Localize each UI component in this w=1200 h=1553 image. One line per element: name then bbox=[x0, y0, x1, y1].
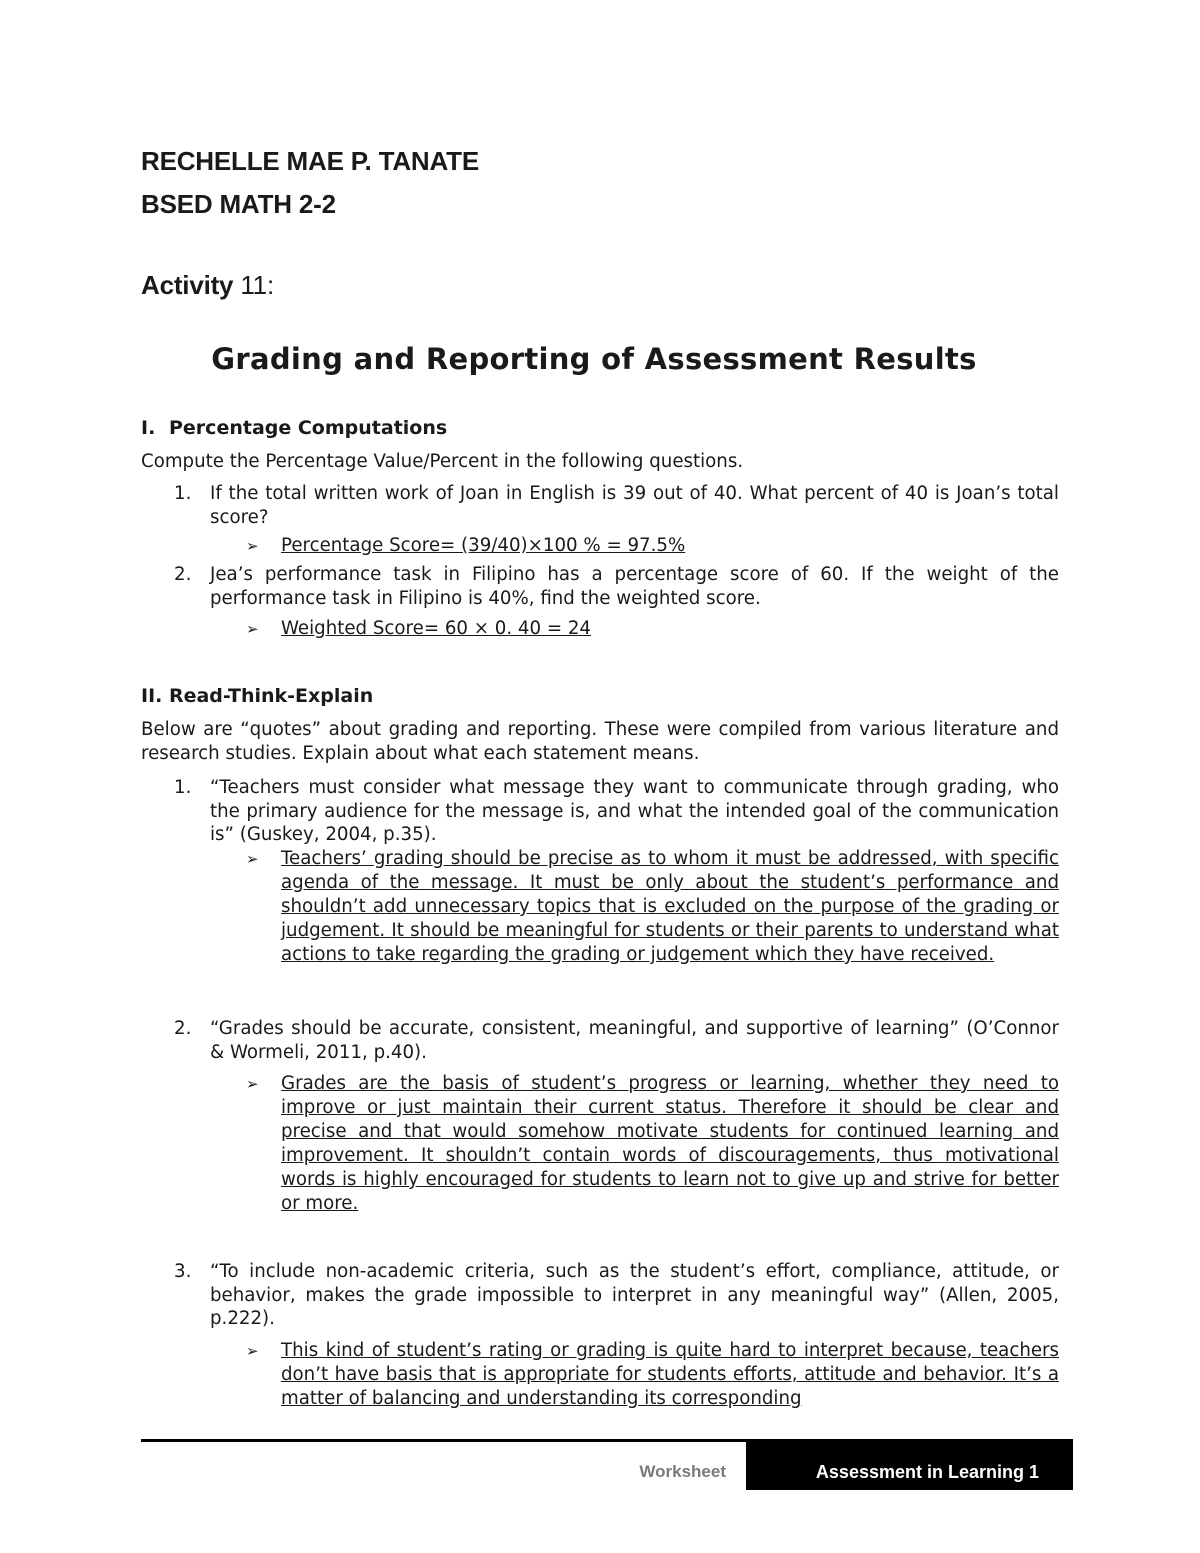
section-2-intro: Below are “quotes” about grading and reporting. These were compiled from various literature and research studies. Explain about what each statement means. bbox=[141, 719, 1059, 764]
page-title: Grading and Reporting of Assessment Results bbox=[211, 342, 977, 376]
list-item bbox=[141, 563, 1059, 610]
footer-left bbox=[141, 1442, 746, 1490]
answer bbox=[246, 847, 1059, 967]
list-item bbox=[141, 776, 1059, 847]
list-item bbox=[141, 482, 1059, 529]
quote-text: “Teachers must consider what message they want to communicate through grading, who the primary audience for the message is, and what the intended goal of the communication is” (Guskey, 2004, p.35). bbox=[210, 777, 1059, 846]
question-text: If the total written work of Joan in English is 39 out of 40. What percent of 40 is Joan’s total score? bbox=[210, 483, 1059, 528]
footer-worksheet-label: Worksheet bbox=[639, 1462, 726, 1481]
answer-text: Grades are the basis of student’s progress or learning, whether they need to improve or just maintain their current status. Therefore it should be clear and precise and that would somehow motivate students for continued learning and improvement. It shouldn’t contain words of discouragements, thus motivational words is highly encouraged for students to learn not to give up and strive for better or more. bbox=[281, 1073, 1059, 1214]
arrowhead-bullet-icon: ➢ bbox=[246, 1075, 259, 1093]
section-1-roman: I. bbox=[141, 417, 156, 439]
answer bbox=[246, 1339, 1059, 1411]
arrowhead-bullet-icon: ➢ bbox=[246, 850, 259, 868]
list-item bbox=[141, 1017, 1059, 1064]
footer-course-label: Assessment in Learning 1 bbox=[815, 1462, 1039, 1482]
arrowhead-bullet-icon: ➢ bbox=[246, 620, 259, 638]
student-name: RECHELLE MAE P. TANATE bbox=[141, 146, 479, 176]
answer-text: This kind of student’s rating or grading is quite hard to interpret because, teachers don’t have basis that is appropriate for students efforts, attitude and behavior. It’s a matter of balancing and understanding its corresponding bbox=[281, 1340, 1059, 1409]
answer-text: Percentage Score= (39/40)×100 % = 97.5% bbox=[281, 535, 686, 556]
activity-heading bbox=[141, 270, 274, 301]
section-1-title: Percentage Computations bbox=[169, 417, 448, 439]
item-number: 2. bbox=[174, 564, 192, 585]
section-1-intro: Compute the Percentage Value/Percent in the following questions. bbox=[141, 451, 744, 472]
activity-number: 11: bbox=[233, 270, 274, 300]
item-number: 1. bbox=[174, 483, 192, 504]
question-text: Jea’s performance task in Filipino has a percentage score of 60. If the weight of the performance task in Filipino is 40%, find the weighted score. bbox=[210, 564, 1059, 609]
item-number: 2. bbox=[174, 1018, 192, 1039]
section-1-heading bbox=[141, 417, 447, 439]
arrowhead-bullet-icon: ➢ bbox=[246, 537, 259, 555]
answer bbox=[246, 617, 1059, 641]
answer-text: Teachers’ grading should be precise as to whom it must be addressed, with specific agenda of the message. It must be only about the student’s performance and shouldn’t add unnecessary topics that is excluded on the purpose of the grading or judgement. It should be meaningful for students or their parents to understand what actions to take regarding the grading or judgement which they have received. bbox=[281, 848, 1059, 965]
course-section: BSED MATH 2-2 bbox=[141, 189, 336, 219]
list-item bbox=[141, 1260, 1059, 1331]
quote-text: “Grades should be accurate, consistent, meaningful, and supportive of learning” (O’Connor & Wormeli, 2011, p.40). bbox=[210, 1018, 1059, 1063]
answer bbox=[246, 534, 1059, 558]
item-number: 3. bbox=[174, 1261, 192, 1282]
footer-right bbox=[746, 1442, 1073, 1490]
item-number: 1. bbox=[174, 777, 192, 798]
answer-text: Weighted Score= 60 × 0. 40 = 24 bbox=[281, 618, 592, 639]
arrowhead-bullet-icon: ➢ bbox=[246, 1342, 259, 1360]
section-2-heading: II. Read-Think-Explain bbox=[141, 685, 374, 707]
activity-label: Activity bbox=[141, 270, 234, 300]
answer bbox=[246, 1072, 1059, 1216]
quote-text: “To include non-academic criteria, such as the student’s effort, compliance, attitude, or behavior, makes the grade impossible to interpret in any meaningful way” (Allen, 2005, p.222). bbox=[210, 1261, 1059, 1330]
